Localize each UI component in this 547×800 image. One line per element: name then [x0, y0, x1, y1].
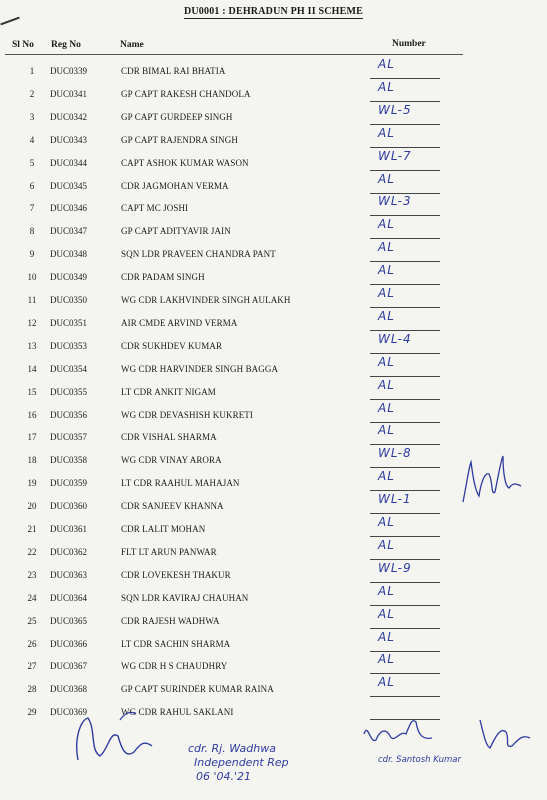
- row-number: AL: [378, 423, 395, 438]
- row-number: WL-3: [378, 194, 412, 209]
- row-name: WG CDR VINAY ARORA: [121, 455, 222, 466]
- row-reg-no: DUC0362: [50, 546, 88, 557]
- row-number: AL: [378, 308, 395, 323]
- row-number: AL: [378, 652, 395, 667]
- row-reg-no: DUC0361: [50, 524, 88, 534]
- row-sl-no: 12: [27, 317, 37, 328]
- row-sl-no: 11: [27, 295, 37, 305]
- table-row: [0, 400, 547, 432]
- header-name: Name: [120, 40, 144, 50]
- row-name: WG CDR RAHUL SAKLANI: [121, 707, 234, 718]
- row-number: AL: [378, 263, 395, 278]
- row-name: LT CDR ANKIT NIGAM: [121, 386, 216, 397]
- table-row: [0, 560, 547, 592]
- handwritten-signatures-footer: [60, 700, 547, 800]
- row-reg-no: DUC0353: [50, 340, 88, 351]
- number-underline: [370, 215, 440, 216]
- table-row: [0, 148, 547, 180]
- document-title: DU0001 : DEHRADUN PH II SCHEME: [183, 6, 364, 17]
- row-name: CAPT MC JOSHI: [121, 203, 189, 214]
- handwritten-signature-right: [455, 452, 525, 512]
- number-underline: [370, 353, 440, 354]
- row-name: CDR BIMAL RAI BHATIA: [121, 66, 226, 76]
- row-reg-no: DUC0369: [50, 707, 88, 718]
- row-sl-no: 24: [27, 592, 37, 603]
- row-number: WL-8: [378, 446, 412, 461]
- table-row: [0, 79, 547, 111]
- row-number: AL: [378, 79, 395, 94]
- row-name: CDR SANJEEV KHANNA: [121, 501, 224, 512]
- row-reg-no: DUC0367: [50, 661, 88, 672]
- row-name: GP CAPT GURDEEP SINGH: [121, 111, 233, 122]
- number-underline: [370, 78, 440, 79]
- header-reg-no: Reg No: [51, 40, 81, 50]
- number-underline: [370, 513, 440, 514]
- row-reg-no: DUC0365: [50, 615, 88, 626]
- table-row: [0, 263, 547, 294]
- number-underline: [370, 238, 440, 239]
- row-number: AL: [378, 469, 395, 484]
- signature-left: [77, 718, 152, 760]
- row-name: GP CAPT SURINDER KUMAR RAINA: [121, 684, 274, 695]
- number-underline: [370, 193, 440, 194]
- row-reg-no: DUC0350: [50, 295, 88, 305]
- row-name: FLT LT ARUN PANWAR: [121, 546, 217, 557]
- row-name: CDR LOVEKESH THAKUR: [121, 569, 231, 580]
- row-number: WL-5: [378, 102, 412, 117]
- number-underline: [370, 261, 440, 262]
- row-reg-no: DUC0368: [50, 684, 88, 695]
- row-sl-no: 9: [29, 249, 35, 260]
- row-sl-no: 23: [27, 569, 37, 580]
- row-number: AL: [378, 629, 395, 644]
- row-reg-no: DUC0339: [50, 66, 88, 76]
- row-reg-no: DUC0344: [50, 157, 88, 168]
- table-row: [0, 125, 547, 157]
- row-number: AL: [378, 377, 395, 392]
- table-row: [0, 629, 547, 661]
- number-underline: [370, 582, 440, 583]
- row-number: AL: [378, 400, 395, 415]
- row-name: CDR RAJESH WADHWA: [121, 615, 220, 626]
- row-sl-no: 28: [27, 684, 37, 695]
- row-sl-no: 2: [29, 88, 35, 99]
- row-number: AL: [378, 606, 395, 621]
- row-reg-no: DUC0345: [50, 180, 88, 191]
- table-row: [0, 652, 547, 683]
- table-row: [0, 102, 547, 134]
- note-line-3: 06 '04.'21: [196, 770, 252, 783]
- row-number: AL: [378, 537, 395, 552]
- table-row: [0, 606, 547, 638]
- row-sl-no: 17: [27, 432, 37, 443]
- row-number: AL: [378, 240, 395, 255]
- row-sl-no: 21: [27, 524, 37, 534]
- row-sl-no: 27: [27, 661, 37, 672]
- number-underline: [370, 559, 440, 560]
- note-line-2: Independent Rep: [194, 756, 289, 769]
- note-line-4: cdr. Santosh Kumar: [378, 755, 461, 765]
- number-underline: [370, 536, 440, 537]
- row-name: SQN LDR PRAVEEN CHANDRA PANT: [121, 249, 276, 260]
- row-number: WL-4: [378, 331, 412, 346]
- row-sl-no: 26: [27, 638, 37, 649]
- row-sl-no: 25: [27, 615, 37, 626]
- table-row: [0, 515, 547, 546]
- row-sl-no: 22: [27, 546, 37, 557]
- row-name: GP CAPT ADITYAVIR JAIN: [121, 226, 231, 237]
- table-row: [0, 583, 547, 615]
- row-name: LT CDR RAAHUL MAHAJAN: [121, 478, 240, 489]
- row-reg-no: DUC0347: [50, 226, 88, 237]
- row-reg-no: DUC0356: [50, 409, 88, 420]
- table-row: [0, 217, 547, 248]
- table-row: [0, 377, 547, 409]
- row-name: LT CDR SACHIN SHARMA: [121, 638, 231, 649]
- number-underline: [370, 696, 440, 697]
- row-reg-no: DUC0342: [50, 111, 88, 122]
- number-underline: [370, 307, 440, 308]
- row-sl-no: 5: [29, 157, 35, 168]
- row-sl-no: 1: [29, 66, 35, 76]
- table-row: [0, 171, 547, 203]
- row-reg-no: DUC0364: [50, 592, 88, 603]
- row-reg-no: DUC0348: [50, 249, 88, 260]
- number-underline: [370, 673, 440, 674]
- row-sl-no: 6: [29, 180, 35, 191]
- row-reg-no: DUC0366: [50, 638, 88, 649]
- row-name: CDR VISHAL SHARMA: [121, 432, 217, 443]
- number-underline: [370, 124, 440, 125]
- row-name: AIR CMDE ARVIND VERMA: [121, 317, 238, 328]
- table-row: [0, 194, 547, 225]
- table-row: [0, 331, 547, 363]
- row-name: SQN LDR KAVIRAJ CHAUHAN: [121, 592, 249, 603]
- row-number: WL-9: [378, 560, 412, 575]
- row-name: WG CDR HARVINDER SINGH BAGGA: [121, 363, 279, 374]
- number-underline: [370, 467, 440, 468]
- row-number: WL-7: [378, 148, 412, 163]
- row-number: AL: [378, 286, 395, 300]
- table-row: [0, 537, 547, 569]
- row-name: WG CDR H S CHAUDHRY: [121, 661, 228, 672]
- row-sl-no: 19: [27, 478, 37, 489]
- row-sl-no: 3: [29, 111, 35, 122]
- row-reg-no: DUC0351: [50, 317, 88, 328]
- number-underline: [370, 605, 440, 606]
- number-underline: [370, 147, 440, 148]
- table-row: [0, 354, 547, 386]
- row-reg-no: DUC0360: [50, 501, 88, 512]
- row-number: AL: [378, 217, 395, 232]
- row-reg-no: DUC0341: [50, 88, 88, 99]
- row-reg-no: DUC0343: [50, 134, 88, 145]
- row-sl-no: 8: [29, 226, 35, 237]
- row-name: CAPT ASHOK KUMAR WASON: [121, 157, 249, 168]
- row-reg-no: DUC0355: [50, 386, 88, 397]
- row-reg-no: DUC0357: [50, 432, 88, 443]
- row-name: CDR JAGMOHAN VERMA: [121, 180, 229, 191]
- row-reg-no: DUC0358: [50, 455, 88, 466]
- row-name: GP CAPT RAKESH CHANDOLA: [121, 88, 251, 99]
- row-name: CDR LALIT MOHAN: [121, 524, 206, 534]
- row-number: AL: [378, 125, 395, 140]
- row-sl-no: 13: [27, 340, 37, 351]
- header-number: Number: [392, 39, 426, 49]
- pen-mark: [0, 17, 19, 26]
- signature-far-right: [480, 720, 530, 748]
- row-name: CDR PADAM SINGH: [121, 272, 205, 283]
- table-row: [0, 57, 547, 88]
- row-name: WG CDR LAKHVINDER SINGH AULAKH: [121, 295, 291, 305]
- row-number: WL-1: [378, 492, 412, 507]
- row-name: WG CDR DEVASHISH KUKRETI: [121, 409, 253, 420]
- table-row: [0, 240, 547, 271]
- number-underline: [370, 376, 440, 377]
- row-number: AL: [378, 354, 395, 369]
- number-underline: [370, 422, 440, 423]
- row-reg-no: DUC0354: [50, 363, 88, 374]
- number-underline: [370, 490, 440, 491]
- row-reg-no: DUC0346: [50, 203, 88, 214]
- row-sl-no: 18: [27, 455, 37, 466]
- row-reg-no: DUC0363: [50, 569, 88, 580]
- row-sl-no: 20: [27, 501, 37, 512]
- row-sl-no: 16: [27, 409, 37, 420]
- table-row: [0, 308, 547, 340]
- number-underline: [370, 170, 440, 171]
- row-sl-no: 10: [27, 272, 37, 283]
- number-underline: [370, 330, 440, 331]
- note-line-1: cdr. Rj. Wadhwa: [188, 742, 276, 755]
- table-row: [0, 286, 547, 317]
- header-sl-no: Sl No: [12, 40, 34, 50]
- row-sl-no: 29: [27, 707, 37, 718]
- signature-middle: [364, 721, 432, 741]
- row-number: AL: [378, 171, 395, 186]
- row-reg-no: DUC0359: [50, 478, 88, 489]
- number-underline: [370, 284, 440, 285]
- row-name: GP CAPT RAJENDRA SINGH: [121, 134, 238, 145]
- number-underline: [370, 101, 440, 102]
- row-name: CDR SUKHDEV KUMAR: [121, 340, 223, 351]
- row-sl-no: 14: [27, 363, 37, 374]
- row-number: AL: [378, 583, 395, 598]
- header-divider: [5, 54, 463, 55]
- row-number: AL: [378, 515, 395, 529]
- row-number: AL: [378, 675, 395, 690]
- number-underline: [370, 399, 440, 400]
- row-number: AL: [378, 57, 395, 71]
- number-underline: [370, 628, 440, 629]
- row-reg-no: DUC0349: [50, 272, 88, 283]
- number-underline: [370, 444, 440, 445]
- row-sl-no: 4: [29, 134, 35, 145]
- row-sl-no: 7: [29, 203, 35, 214]
- number-underline: [370, 651, 440, 652]
- row-sl-no: 15: [27, 386, 37, 397]
